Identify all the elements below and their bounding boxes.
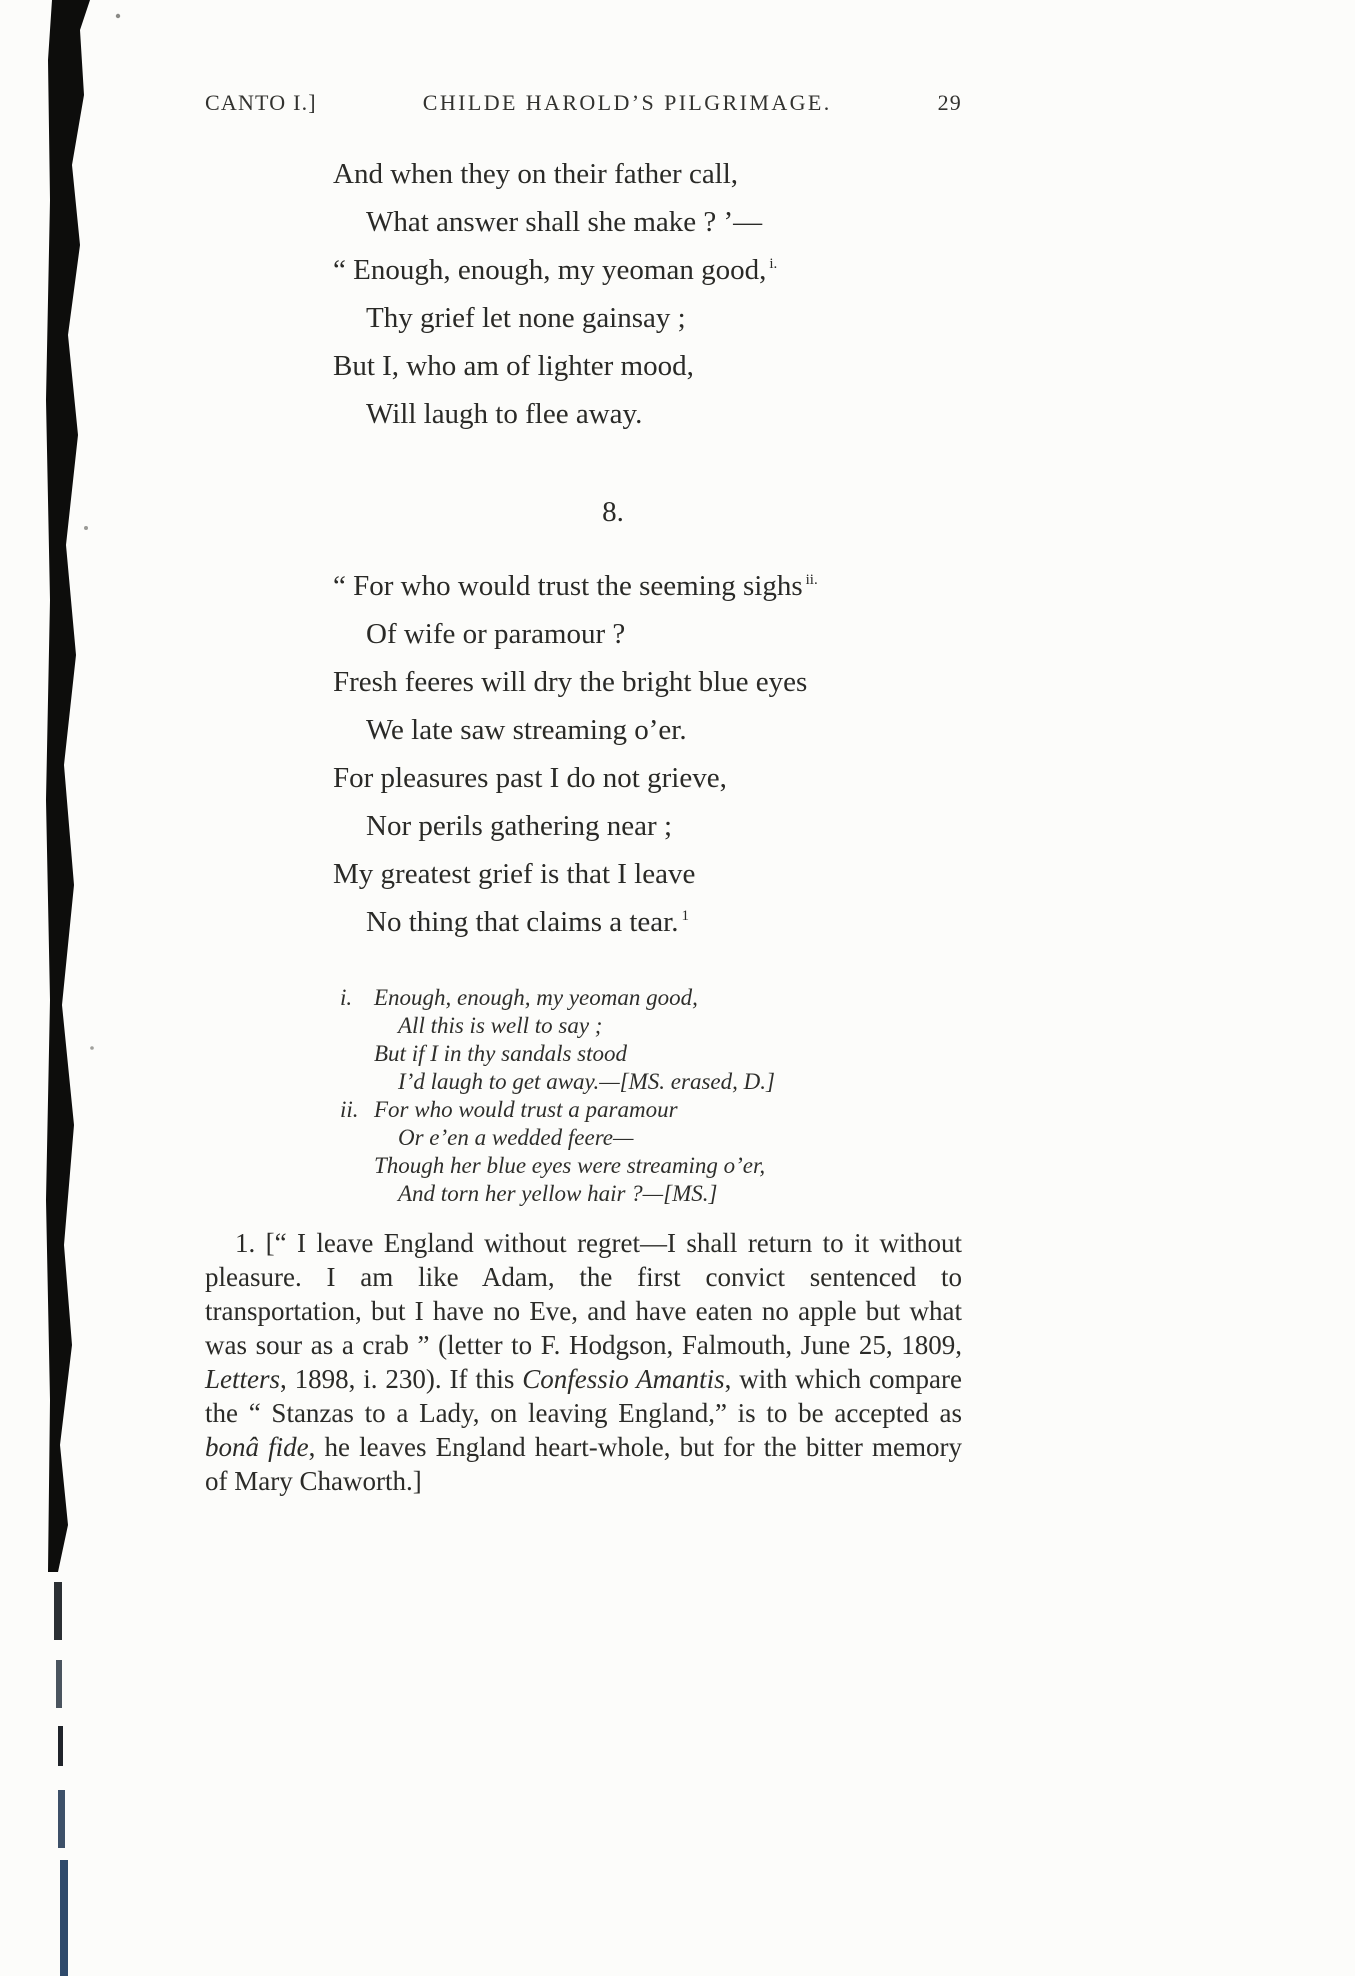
page-header (205, 90, 962, 116)
poem-line (333, 246, 962, 294)
running-title: CHILDE HAROLD’S PILGRIMAGE. (422, 90, 832, 115)
poem-line-text: “ Enough, enough, my yeoman good, (333, 254, 767, 286)
variant-marker-ii: ii. (805, 572, 818, 589)
binding-shadow (0, 0, 130, 1976)
variant-note-i (340, 984, 962, 1096)
variant-notes (340, 984, 962, 1208)
variant-marker-i: i. (769, 256, 778, 273)
stanza-7 (333, 150, 962, 438)
variant-line: But if I in thy sandals stood (374, 1041, 627, 1066)
variant-line: All this is well to say ; (398, 1013, 603, 1038)
variant-line: Enough, enough, my yeoman good, (374, 985, 698, 1010)
canto-label: CANTO I.] (205, 90, 317, 115)
poem-line: What answer shall she make ? ’— (366, 206, 763, 238)
stanza-8 (333, 562, 962, 946)
footnote-marker-1: 1 (681, 908, 689, 925)
poem-line: Of wife or paramour ? (366, 618, 626, 650)
page-number: 29 (937, 90, 962, 115)
poem-line: We late saw streaming o’er. (366, 714, 687, 746)
variant-line: I’d laugh to get away.—[MS. erased, D.] (398, 1069, 775, 1094)
poem-line-text: “ For who would trust the seeming sighs (333, 570, 803, 602)
poem-line: Will laugh to flee away. (366, 398, 643, 430)
poem-line (333, 562, 962, 610)
variant-label: ii. (340, 1097, 359, 1122)
variant-line: Though her blue eyes were streaming o’er, (374, 1153, 766, 1178)
stanza-number: 8. (602, 496, 624, 528)
poem-line: But I, who am of lighter mood, (333, 350, 694, 382)
poem-line (366, 898, 962, 946)
variant-line: For who would trust a paramour (374, 1097, 678, 1122)
poem-line: Fresh feeres will dry the bright blue eyes (333, 666, 808, 698)
footnote-1: 1. [“ I leave England without regret—I shall return to it without pleasure. I am like Adam, the first convict sentenced to transportation, but I have no Eve, and have eaten no apple but what was sour as a crab ” (letter to F. Hodgson, Falmouth, June 25, 1809, Letters, 1898, i. 230). If this Confessio Amantis, with which compare the “ Stanzas to a Lady, on leaving England,” is to be accepted as bonâ fide, he leaves England heart-whole, but for the bitter memory of Mary Chaworth.] (205, 1228, 962, 1496)
poem-line: Nor perils gathering near ; (366, 810, 673, 842)
variant-label: i. (340, 985, 353, 1010)
poem-line: For pleasures past I do not grieve, (333, 762, 727, 794)
variant-line: Or e’en a wedded feere— (398, 1125, 634, 1150)
poem-line: And when they on their father call, (333, 158, 739, 190)
variant-line: And torn her yellow hair ?—[MS.] (398, 1181, 718, 1206)
poem-line: My greatest grief is that I leave (333, 858, 696, 890)
poem-line-text: No thing that claims a tear. (366, 906, 679, 938)
variant-note-ii (340, 1096, 962, 1208)
poem-line: Thy grief let none gainsay ; (366, 302, 686, 334)
page-content (205, 90, 962, 1498)
